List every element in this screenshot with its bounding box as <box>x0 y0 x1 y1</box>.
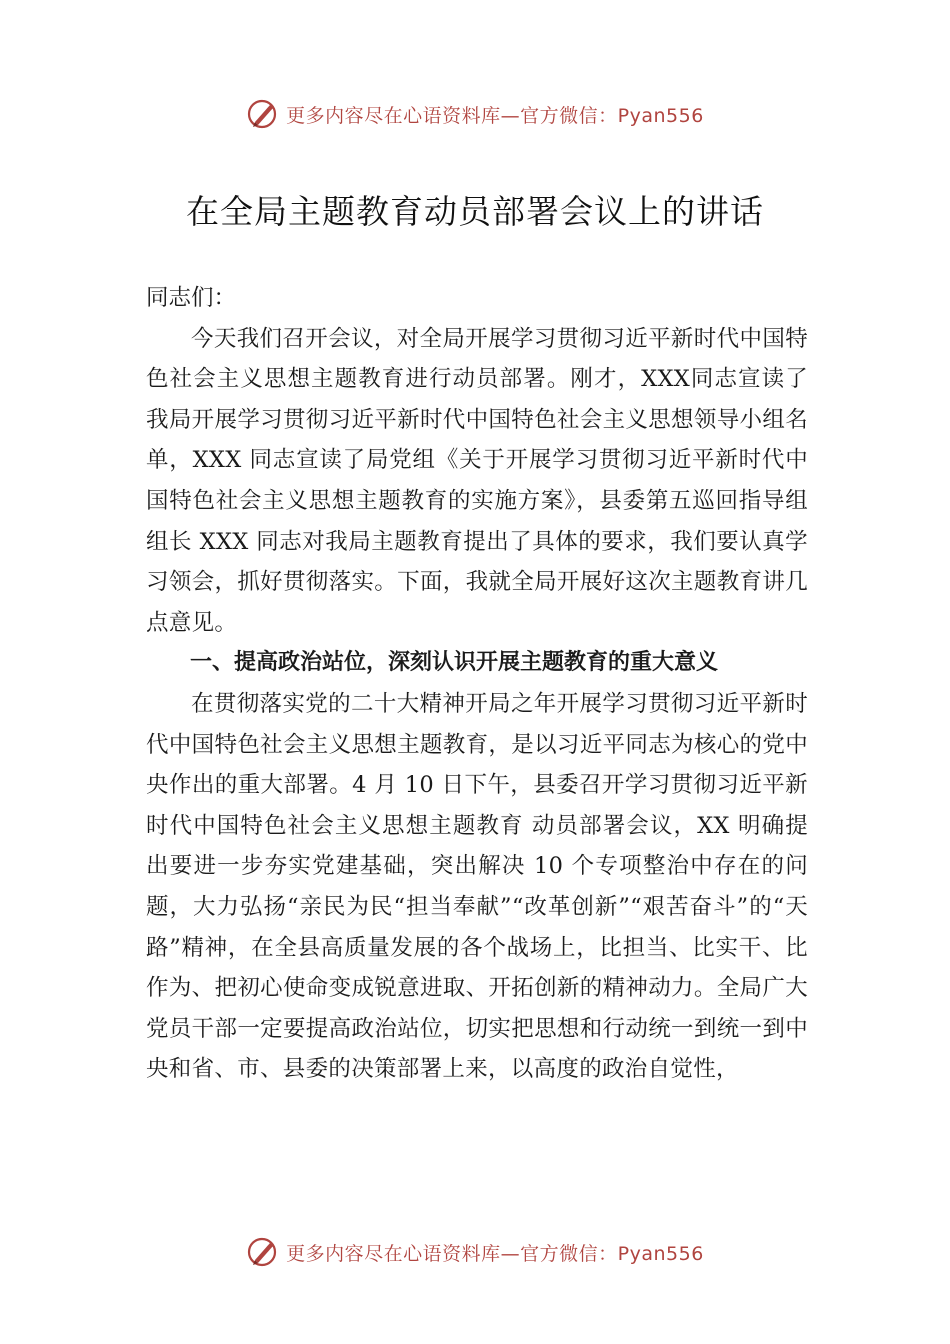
section-heading: 一、提高政治站位，深刻认识开展主题教育的重大意义 <box>190 650 719 676</box>
pen-logo-icon <box>246 1235 280 1269</box>
section-paragraph: 在贯彻落实党的二十大精神开局之年开展学习贯彻习近平新时代中国特色社会主义思想主题教育，是以习近平同志为核心的党中央作出的重大部署。4 月 10 日下午，县委召开学习贯彻习近平新时代中国特色社会主义思想主题教育 动员部署会议，XX 明确提出要进一步夯实党建基础，突出解决 10 个专项整治中存在的问题，大力弘扬“亲民为民“担当奉献”“改革创新”“艰苦奋斗”的“天路”精神，在全县高质量发展的各个战场上，比担当、比实干、比作为、把初心使命变成锐意进取、开拓创新的精神动力。全局广大党员干部一定要提高政治站位，切实把思想和行动统一到统一到中央和省、市、县委的决策部署上来，以高度的政治自觉性， <box>146 690 808 1083</box>
header-banner <box>0 94 950 134</box>
banner-text: 更多内容尽在心语资料库—官方微信：Pyan556 <box>286 104 704 127</box>
salutation: 同志们： <box>146 285 237 311</box>
banner-text: 更多内容尽在心语资料库—官方微信：Pyan556 <box>286 1242 704 1265</box>
pen-logo-icon <box>246 97 280 131</box>
page-title: 在全局主题教育动员部署会议上的讲话 <box>186 192 764 231</box>
intro-paragraph: 今天我们召开会议，对全局开展学习贯彻习近平新时代中国特色社会主义思想主题教育进行动员部署。刚才，XXX同志宣读了我局开展学习贯彻习近平新时代中国特色社会主义思想领导小组名单，XXX 同志宣读了局党组《关于开展学习贯彻习近平新时代中国特色社会主义思想主题教育的实施方案》，县委第五巡回指导组组长 XXX 同志对我局主题教育提出了具体的要求，我们要认真学习领会，抓好贯彻落实。下面，我就全局开展好这次主题教育讲几点意见。 <box>146 325 808 636</box>
document-body <box>146 278 808 1090</box>
footer-banner <box>0 1232 950 1272</box>
